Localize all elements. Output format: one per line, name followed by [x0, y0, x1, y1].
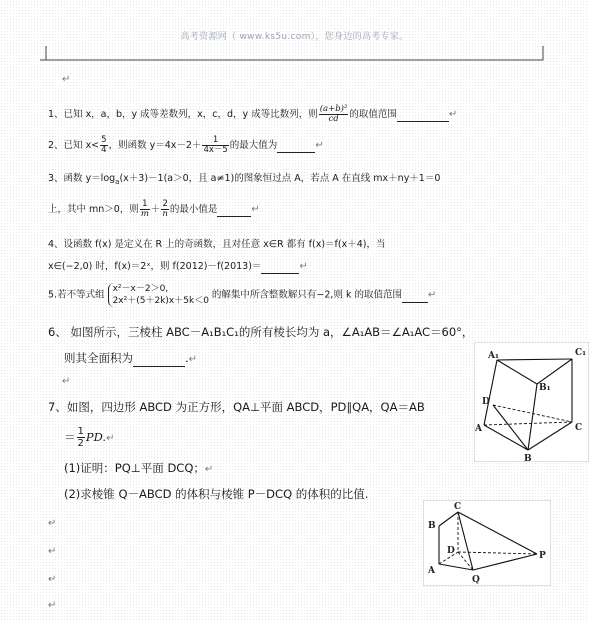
- question-6-line-1: 6、 如图所示，三棱柱 ABC－A₁B₁C₁的所有棱长均为 a，∠A₁AB＝∠A₁AC＝60°，: [48, 325, 474, 339]
- question-2: 2、已知 x< $\frac{5}{4}$ ，则函数 y＝4x－2＋ $\frac{1}{4x-5}$ 的最大值为 ↵: [48, 135, 324, 155]
- pyramid-figure: [423, 500, 551, 586]
- question-7-part-1: (1)证明：PQ⊥平面 DCQ；↵: [64, 461, 214, 475]
- q5-answer-blank[interactable]: [402, 289, 428, 303]
- label-B: B: [524, 454, 532, 462]
- q1-text-end: 的取值范围: [349, 109, 397, 120]
- label-A: A: [475, 424, 482, 434]
- label-A1: A₁: [488, 351, 499, 361]
- paragraph-mark: ↵: [62, 376, 71, 387]
- q3-answer-blank[interactable]: [217, 203, 251, 217]
- paragraph-mark: ↵: [48, 600, 57, 611]
- paragraph-mark: ↵: [48, 546, 57, 557]
- q1-text: 1、已知 x，a，b，y 成等差数列，x，c，d，y 成等比数列，则: [48, 109, 318, 120]
- label-Q: Q: [472, 575, 480, 585]
- label-B: B: [428, 521, 436, 531]
- header-frame: [0, 0, 589, 90]
- question-7-line-2: ＝ $\frac{1}{2}$ PD.↵: [64, 426, 115, 449]
- question-7-part-2: (2)求棱锥 Q－ABCD 的体积与棱锥 P－DCQ 的体积的比值.: [64, 487, 369, 501]
- label-C: C: [575, 423, 583, 433]
- paragraph-mark: ↵: [48, 518, 57, 529]
- label-C: C: [454, 502, 462, 512]
- question-3-line-2: 上，其中 mn＞0，则 $\frac{1}{m}$ ＋ $\frac{2}{n}$ 的最小值是 ↵: [48, 199, 260, 219]
- label-B1: B₁: [539, 383, 551, 393]
- label-D: D: [447, 546, 455, 556]
- q1-answer-blank[interactable]: [397, 108, 449, 122]
- q6-answer-blank[interactable]: [133, 351, 185, 367]
- inequality-system: x²－x－2＞0, 2x²＋(5＋2k)x＋5k＜0: [108, 283, 209, 307]
- question-7-line-1: 7、如图，四边形 ABCD 为正方形，QA⊥平面 ABCD，PD∥QA，QA＝AB: [48, 400, 425, 414]
- label-A: A: [428, 566, 435, 576]
- label-D: D: [482, 397, 490, 407]
- question-5: 5.若不等式组 x²－x－2＞0, 2x²＋(5＋2k)x＋5k＜0 的解集中所含整数解只有−2,则 k 的取值范围 ↵: [48, 284, 437, 306]
- question-1: 1、已知 x，a，b，y 成等差数列，x，c，d，y 成等比数列，则 $\frac{\text{(a+b)²}}{cd}$ 的取值范围 ↵: [48, 104, 458, 124]
- q2-answer-blank[interactable]: [277, 139, 315, 153]
- question-6-line-2: 则其全面积为 .↵: [64, 351, 198, 365]
- question-4-line-1: 4、设函数 f(x) 是定义在 R 上的奇函数，且对任意 x∈R 都有 f(x)＝f(x＋4)，当: [48, 239, 386, 250]
- prism-figure: [474, 342, 589, 462]
- label-P: P: [539, 551, 546, 561]
- question-3-line-1: 3、函数 $y=\log_a(x+3)-1(a>0$，且 a≠1)的图象恒过点 A，若点 A 在直线 mx＋ny＋1＝0: [48, 173, 441, 186]
- label-C1: C₁: [575, 348, 587, 358]
- q4-answer-blank[interactable]: [261, 260, 299, 274]
- paragraph-mark: ↵: [62, 74, 71, 85]
- page-header: 高考资源网（ www.ks5u.com），您身边的高考专家。: [180, 32, 409, 42]
- question-4-line-2: x∈(−2,0) 时，f(x)＝2ˣ，则 f(2012)－f(2013)＝ ↵: [48, 261, 308, 272]
- q1-fraction: $\frac{\text{(a+b)²}}{cd}$: [319, 104, 348, 124]
- paragraph-mark: ↵: [48, 574, 57, 585]
